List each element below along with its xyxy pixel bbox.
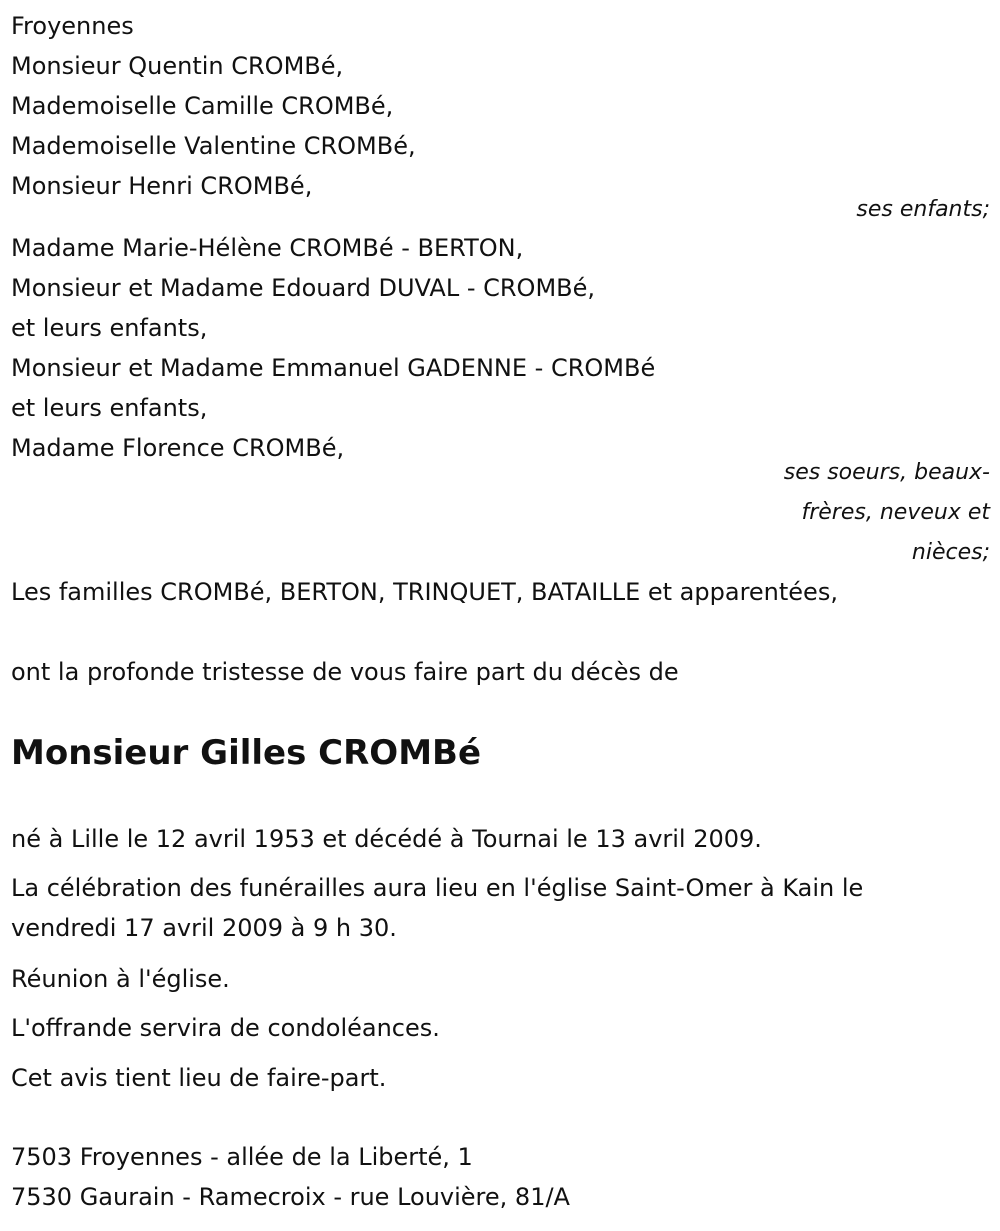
- sibling-name: Madame Marie-Hélène CROMBé - BERTON,: [11, 234, 524, 262]
- child-name: Mademoiselle Camille CROMBé,: [11, 92, 394, 120]
- address-line: 7530 Gaurain - Ramecroix - rue Louvière, 81/A: [11, 1183, 570, 1211]
- announcement-text: ont la profonde tristesse de vous faire part du décès de: [11, 658, 679, 686]
- ceremony-line: La célébration des funérailles aura lieu en l'église Saint-Omer à Kain le: [11, 874, 864, 902]
- place-header: Froyennes: [11, 12, 134, 40]
- deceased-name: Monsieur Gilles CROMBé: [11, 733, 482, 773]
- siblings-role-line: nièces;: [911, 540, 990, 565]
- child-name: Mademoiselle Valentine CROMBé,: [11, 132, 416, 160]
- sibling-name: et leurs enfants,: [11, 394, 208, 422]
- siblings-role-line: frères, neveux et: [801, 500, 990, 525]
- notice-info: Cet avis tient lieu de faire-part.: [11, 1064, 387, 1092]
- siblings-role-line: ses soeurs, beaux-: [783, 460, 990, 485]
- sibling-name: Monsieur et Madame Edouard DUVAL - CROMBé,: [11, 274, 596, 302]
- birth-death-info: né à Lille le 12 avril 1953 et décédé à Tournai le 13 avril 2009.: [11, 825, 762, 853]
- meeting-info: Réunion à l'église.: [11, 965, 230, 993]
- children-role: ses enfants;: [856, 197, 990, 222]
- child-name: Monsieur Henri CROMBé,: [11, 172, 313, 200]
- sibling-name: et leurs enfants,: [11, 314, 208, 342]
- ceremony-line: vendredi 17 avril 2009 à 9 h 30.: [11, 914, 397, 942]
- child-name: Monsieur Quentin CROMBé,: [11, 52, 344, 80]
- sibling-name: Monsieur et Madame Emmanuel GADENNE - CROMBé: [11, 354, 656, 382]
- families-line: Les familles CROMBé, BERTON, TRINQUET, BATAILLE et apparentées,: [11, 578, 838, 606]
- offering-info: L'offrande servira de condoléances.: [11, 1014, 440, 1042]
- address-line: 7503 Froyennes - allée de la Liberté, 1: [11, 1143, 473, 1171]
- sibling-name: Madame Florence CROMBé,: [11, 434, 345, 462]
